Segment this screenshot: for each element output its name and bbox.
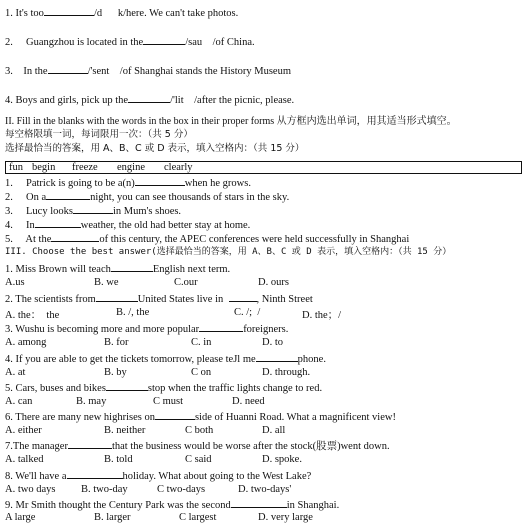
- option-a[interactable]: A large: [5, 512, 36, 523]
- p1-question-1: 1. It's too /d k/here. We can't take photos.: [5, 8, 239, 19]
- p3-question-5: 5. Cars, buses and bikes stop when the traffic lights change to red.: [5, 383, 323, 394]
- p2-question-4: 4. In weather, the old had better stay at home.: [5, 220, 251, 231]
- p3-q5-options: [0, 396, 528, 408]
- p3-q2-options: [0, 307, 528, 319]
- p3-question-2: 2. The scientists from United States live in , Ninth Street: [5, 294, 313, 305]
- answer-blank[interactable]: [229, 292, 257, 302]
- p2-question-1: 1. Patrick is going to be a(n) when he grows.: [5, 178, 251, 189]
- option-a[interactable]: A. the： the: [5, 310, 60, 321]
- answer-blank[interactable]: [135, 176, 185, 186]
- answer-blank[interactable]: [106, 381, 148, 391]
- word-fun: fun: [9, 162, 23, 173]
- option-d[interactable]: D. the；/: [302, 310, 342, 321]
- p3-q8-options: [0, 484, 528, 496]
- answer-blank[interactable]: [128, 93, 170, 103]
- answer-blank[interactable]: [67, 469, 123, 479]
- option-b[interactable]: B. told: [104, 454, 133, 465]
- p3-question-4: 4. If you are able to get the tickets tomorrow, please teJl me phone.: [5, 354, 326, 365]
- option-d[interactable]: D. to: [262, 337, 283, 348]
- option-c[interactable]: C said: [185, 454, 212, 465]
- answer-blank[interactable]: [48, 64, 88, 74]
- word-freeze: freeze: [72, 162, 98, 173]
- p1-question-3: 3. In the /'sent /of Shanghai stands the History Museum: [5, 66, 291, 77]
- answer-blank[interactable]: [143, 35, 185, 45]
- word-clearly: clearly: [164, 162, 193, 173]
- answer-blank[interactable]: [35, 218, 81, 228]
- option-a[interactable]: A. can: [5, 396, 33, 407]
- p3-question-7: 7.The manager that the business would be worse after the stock(股票)went down.: [5, 441, 390, 452]
- option-a[interactable]: A.us: [5, 277, 25, 288]
- option-c[interactable]: C. /; /: [234, 307, 261, 318]
- answer-blank[interactable]: [68, 439, 112, 449]
- option-c[interactable]: C must: [153, 396, 184, 407]
- p3-question-1: 1. Miss Brown will teach English next term.: [5, 264, 231, 275]
- p3-heading: III. Choose the best answer(选择最恰当的答案，用 A、B、C 或 D 表示，填入空格内：（共 15 分）: [5, 247, 452, 257]
- option-d[interactable]: D. all: [262, 425, 286, 436]
- option-b[interactable]: B. by: [104, 367, 127, 378]
- p1-question-4: 4. Boys and girls, pick up the /'lit /after the picnic, please.: [5, 95, 295, 106]
- p3-question-8: 8. We'll have a holiday. What about going to the West Lake?: [5, 471, 312, 482]
- option-a[interactable]: A. either: [5, 425, 42, 436]
- option-a[interactable]: A. talked: [5, 454, 44, 465]
- p3-q7-options: [0, 454, 528, 466]
- option-a[interactable]: A. at: [5, 367, 26, 378]
- p2-heading: II. Fill in the blanks with the words in the box in their proper forms 从方框内选出单词，用其适当形式填空。: [5, 116, 457, 127]
- option-c[interactable]: C two-days: [157, 484, 206, 495]
- p1-question-2: 2. Guangzhou is located in the /sau /of China.: [5, 37, 255, 48]
- option-d[interactable]: D. through.: [262, 367, 311, 378]
- answer-blank[interactable]: [46, 190, 90, 200]
- p2-question-5: 5. At the of this century, the APEC conferences were held successfully in Shanghai: [5, 234, 410, 245]
- p2-heading-3: 选择最恰当的答案，用 A、B、C 或 D 表示，填入空格内：（共 15 分）: [5, 143, 305, 154]
- option-a[interactable]: A. two days: [5, 484, 56, 495]
- option-a[interactable]: A. among: [5, 337, 47, 348]
- word-engine: engine: [117, 162, 145, 173]
- option-b[interactable]: B. neither: [104, 425, 146, 436]
- option-c[interactable]: C on: [191, 367, 212, 378]
- option-c[interactable]: C.our: [174, 277, 198, 288]
- answer-blank[interactable]: [231, 498, 287, 508]
- option-c[interactable]: C both: [185, 425, 214, 436]
- p3-question-3: 3. Wushu is becoming more and more popular foreigners.: [5, 324, 289, 335]
- p3-question-6: 6. There are many new highrises on side of Huanni Road. What a magnificent view!: [5, 412, 396, 423]
- p3-question-9: 9. Mr Smith thought the Century Park was the second in Shanghai.: [5, 500, 340, 511]
- option-d[interactable]: D. very large: [258, 512, 313, 523]
- answer-blank[interactable]: [199, 322, 243, 332]
- answer-blank[interactable]: [111, 262, 153, 272]
- p3-q1-options: [0, 277, 528, 289]
- option-c[interactable]: C largest: [179, 512, 217, 523]
- option-d[interactable]: D. ours: [258, 277, 289, 288]
- answer-blank[interactable]: [96, 292, 138, 302]
- answer-blank[interactable]: [73, 204, 113, 214]
- p3-q4-options: [0, 367, 528, 379]
- p3-q9-options: [0, 512, 528, 524]
- option-b[interactable]: B. we: [94, 277, 119, 288]
- word-begin: begin: [32, 162, 56, 173]
- p3-q3-options: [0, 337, 528, 349]
- p3-q6-options: [0, 425, 528, 437]
- option-b[interactable]: B. two-day: [81, 484, 128, 495]
- option-b[interactable]: B. /, the: [116, 307, 150, 318]
- option-d[interactable]: D. need: [232, 396, 265, 407]
- word-box: [5, 161, 522, 174]
- option-b[interactable]: B. larger: [94, 512, 131, 523]
- p2-heading-2: 每空格限填一词，每词限用一次：（共 5 分）: [5, 129, 193, 140]
- answer-blank[interactable]: [51, 232, 99, 242]
- option-b[interactable]: B. for: [104, 337, 129, 348]
- option-d[interactable]: D. two-days': [238, 484, 292, 495]
- answer-blank[interactable]: [256, 352, 298, 362]
- option-b[interactable]: B. may: [76, 396, 107, 407]
- answer-blank[interactable]: [44, 6, 94, 16]
- option-d[interactable]: D. spoke.: [262, 454, 302, 465]
- answer-blank[interactable]: [155, 410, 195, 420]
- p2-question-2: 2. On a night, you can see thousands of stars in the sky.: [5, 192, 290, 203]
- option-c[interactable]: C. in: [191, 337, 212, 348]
- p2-question-3: 3. Lucy looks in Mum's shoes.: [5, 206, 182, 217]
